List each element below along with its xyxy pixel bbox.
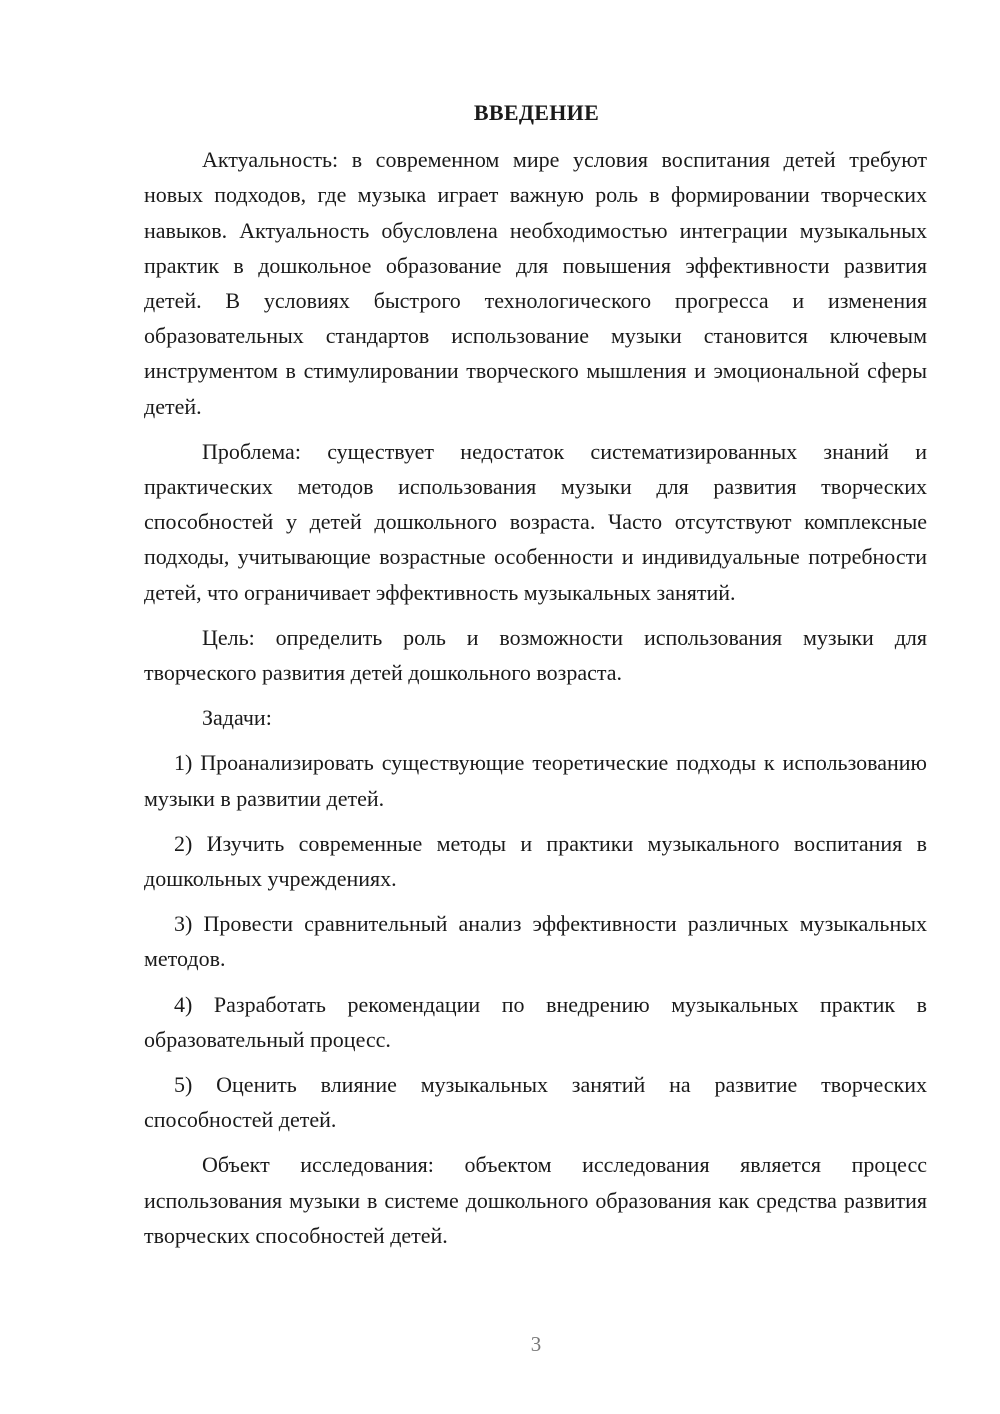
task-item-4: 4) Разработать рекомендации по внедрению музыкальных практик в образовательный процесс.: [144, 991, 927, 1052]
page-number: 3: [530, 1332, 542, 1356]
paragraph-object: Объект исследования: объектом исследования является процесс использования музыки в системе дошкольного образования как средства развития творческих способностей детей.: [144, 1152, 927, 1248]
paragraph-goal: Цель: определить роль и возможности использования музыки для творческого развития детей дошкольного возраста.: [144, 624, 927, 686]
task-item-1: 1) Проанализировать существующие теоретические подходы к использованию музыки в развитии детей.: [144, 750, 927, 811]
task-item-2: 2) Изучить современные методы и практики музыкального воспитания в дошкольных учреждениях.: [144, 830, 927, 892]
paragraph-relevance: Актуальность: в современном мире условия воспитания детей требуют новых подходов, где музыка играет важную роль в формировании творческих навыков. Актуальность обусловлена необходимостью интеграции музыкальных практик в дошкольное образование для повышения эффективности развития детей. В условиях быстрого технологического прогресса и изменения образовательных стандартов использование музыки становится ключевым инструментом в стимулировании творческого мышления и эмоциональной сферы детей.: [144, 147, 927, 419]
section-title: ВВЕДЕНИЕ: [473, 100, 600, 125]
task-item-5: 5) Оценить влияние музыкальных занятий на развитие творческих способностей детей.: [144, 1072, 927, 1133]
tasks-label: Задачи:: [202, 705, 272, 731]
task-item-3: 3) Провести сравнительный анализ эффективности различных музыкальных методов.: [144, 911, 927, 972]
document-page: [144, 95, 927, 1263]
paragraph-problem: Проблема: существует недостаток систематизированных знаний и практических методов использования музыки для развития творческих способностей у детей дошкольного возраста. Часто отсутствуют комплексные подходы, учитывающие возрастные особенности и индивидуальные потребности детей, что ограничивает эффективность музыкальных занятий.: [144, 438, 927, 605]
